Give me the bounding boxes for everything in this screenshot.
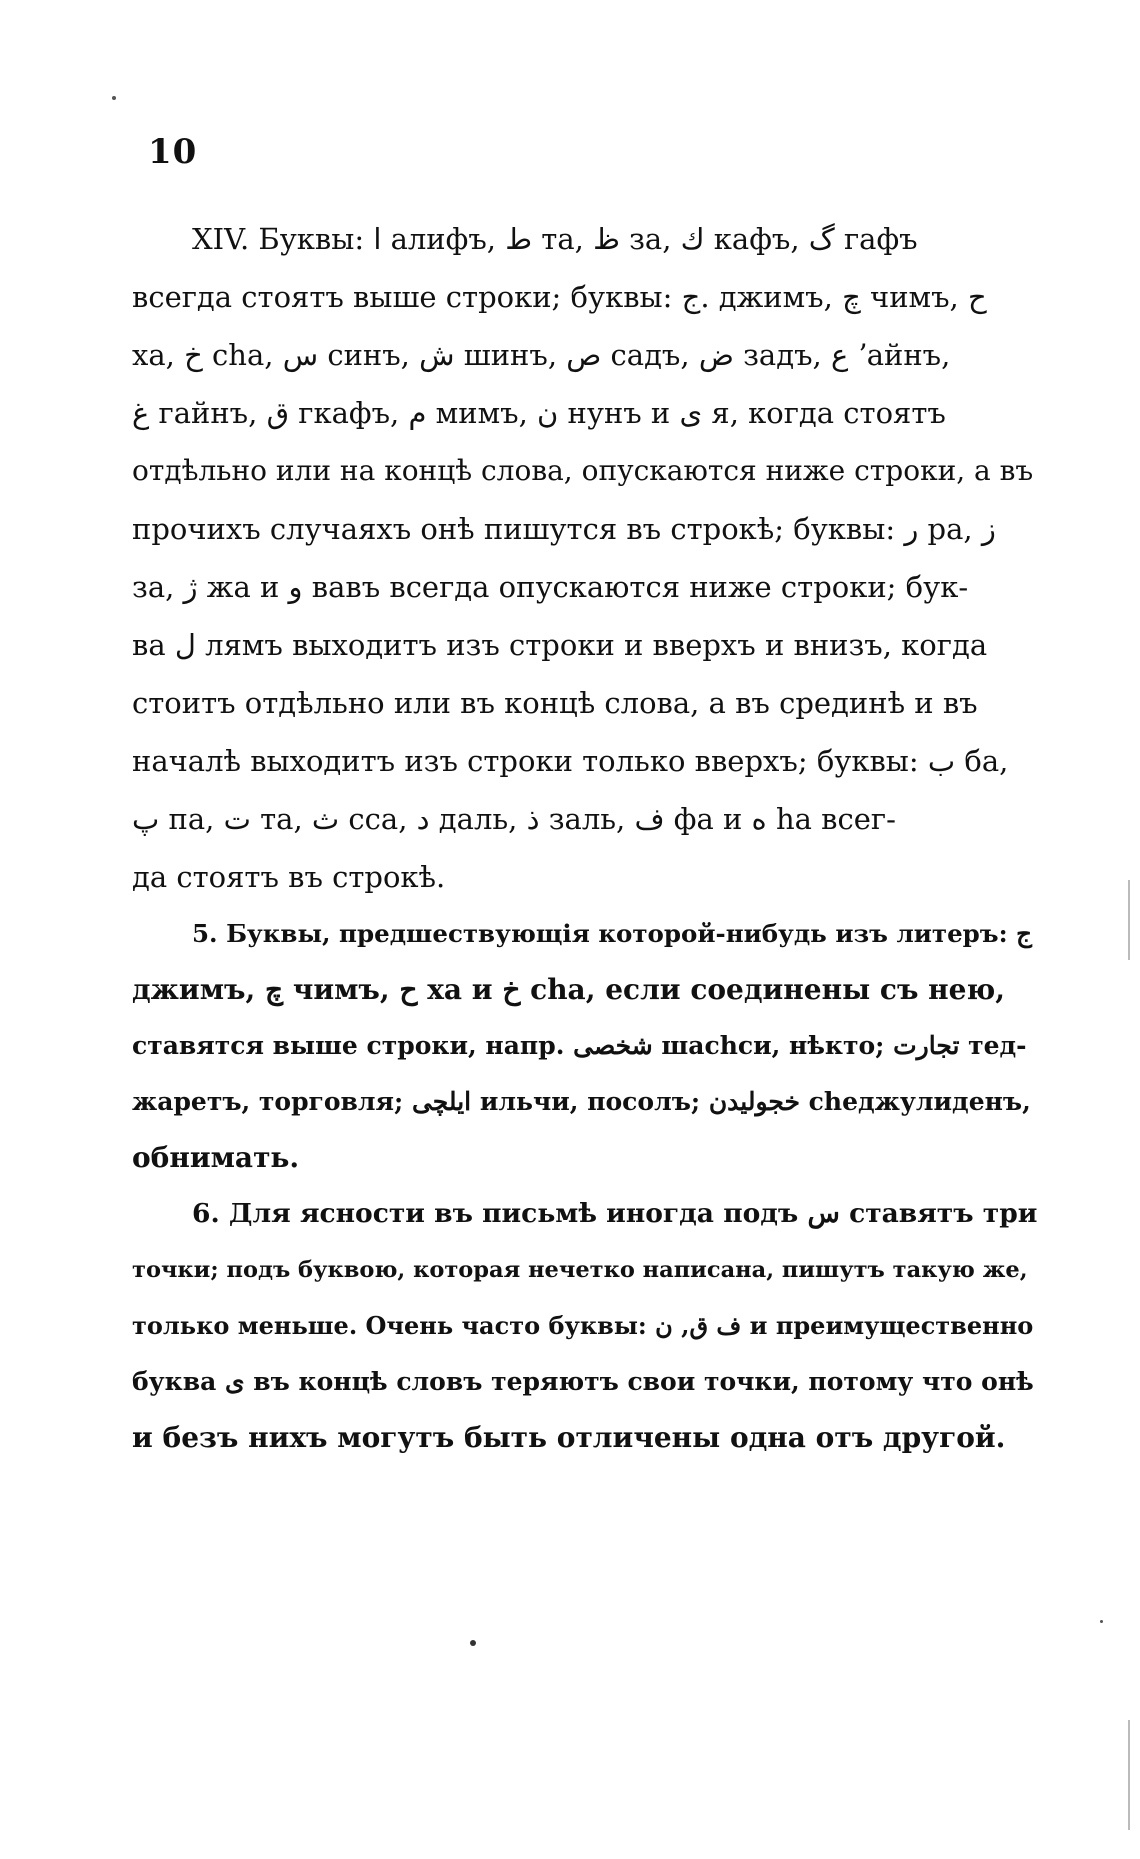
text-line: отдѣльно или на концѣ слова, опускаются ниже строки, а въ	[132, 454, 1034, 487]
text-line: обнимать.	[132, 1141, 300, 1174]
text-line: 6. Для ясности въ письмѣ иногда подъ س ставятъ три	[192, 1198, 1038, 1229]
text-block	[132, 210, 1042, 1466]
text-line: ва ل лямъ выходитъ изъ строки и вверхъ и внизъ, когда	[132, 628, 988, 662]
text-line: и безъ нихъ могутъ быть отличены одна отъ другой.	[132, 1421, 1006, 1454]
text-line: началѣ выходитъ изъ строки только вверхъ; буквы: ب ба,	[132, 744, 1009, 778]
text-line: только меньше. Очень часто буквы: ف ق, ن и преимущественно	[132, 1311, 1034, 1340]
text-line: پ па, ت та, ث сса, د даль, ذ заль, ف фа и ه hа всег-	[132, 802, 896, 836]
text-line: точки; подъ буквою, которая нечетко написана, пишутъ такую же,	[132, 1257, 1028, 1283]
text-line: стоитъ отдѣльно или въ концѣ слова, а въ срединѣ и въ	[132, 686, 978, 720]
print-speck	[1100, 1620, 1103, 1623]
text-line: прочихъ случаяхъ онѣ пишутся въ строкѣ; буквы: ر ра, ز	[132, 512, 996, 546]
print-speck	[470, 1640, 476, 1646]
text-line: ха, خ сhа, س синъ, ش шинъ, ص садъ, ض задъ, ع ʼайнъ,	[132, 338, 951, 372]
text-line: 5. Буквы, предшествующія которой-нибудь изъ литеръ: ج	[192, 919, 1032, 948]
page-number: 10	[148, 132, 198, 172]
print-speck	[112, 96, 116, 100]
scan-edge-mark	[1128, 880, 1130, 960]
text-line: всегда стоятъ выше строки; буквы: ج. джимъ, چ чимъ, ح	[132, 280, 987, 314]
text-line: джимъ, چ чимъ, ح ха и خ сhа, если соединены съ нею,	[132, 973, 1005, 1006]
text-line: غ гайнъ, ق гкафъ, م мимъ, ن нунъ и ى я, когда стоятъ	[132, 396, 946, 430]
text-line: да стоятъ въ строкѣ.	[132, 860, 446, 894]
text-line: за, ژ жа и و вавъ всегда опускаются ниже строки; бук-	[132, 570, 969, 604]
scan-edge-mark	[1128, 1720, 1130, 1830]
text-line: буква ى въ концѣ словъ теряютъ свои точки, потому что онѣ	[132, 1367, 1034, 1396]
text-line: XIV. Буквы: ا алифъ, ط та, ظ за, ك кафъ, گ гафъ	[192, 222, 918, 256]
text-line: ставятся выше строки, напр. شخصى шасhси, нѣкто; تجارت тед-	[132, 1031, 1027, 1060]
text-line: жаретъ, торговля; ايلچى ильчи, посолъ; خجوليدن сhеджулиденъ,	[132, 1087, 1031, 1116]
